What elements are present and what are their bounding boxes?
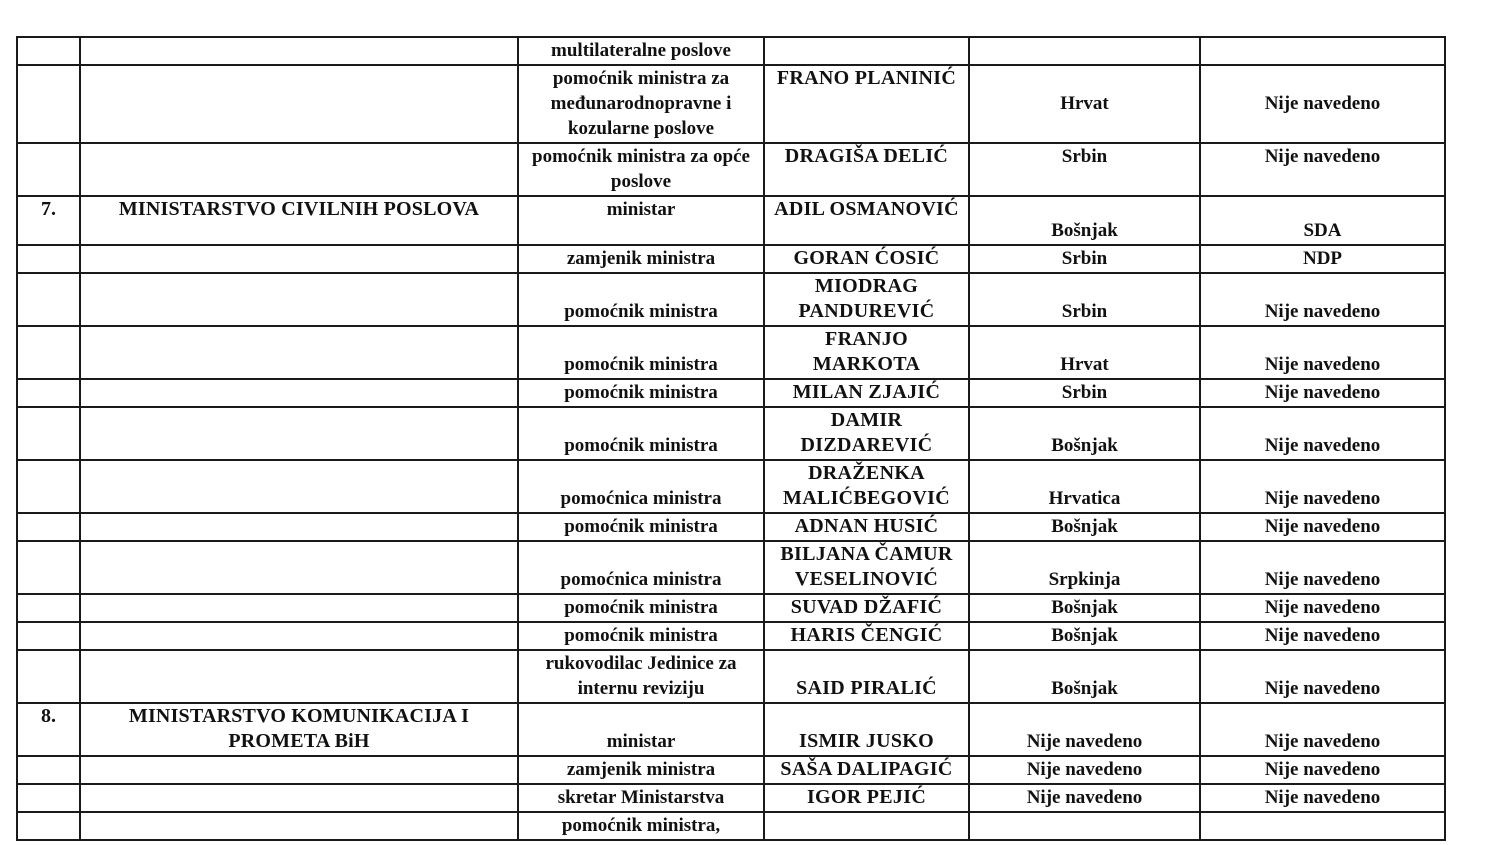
position-cell: pomoćnik ministra za opće poslove: [518, 143, 764, 196]
position-cell: rukovodilac Jedinice za internu reviziju: [518, 650, 764, 703]
nationality-cell: Nije navedeno: [969, 784, 1200, 812]
table-row: [17, 273, 1445, 326]
ministry-cell: [80, 594, 518, 622]
nationality-cell: Srbin: [969, 273, 1200, 326]
party-cell: [1200, 812, 1445, 840]
table-row: [17, 37, 1445, 65]
ministry-cell: [80, 326, 518, 379]
nationality-cell: Hrvatica: [969, 460, 1200, 513]
row-number-cell: [17, 326, 80, 379]
row-number-cell: [17, 541, 80, 594]
row-number-cell: [17, 407, 80, 460]
row-number-cell: 8.: [17, 703, 80, 756]
party-cell: Nije navedeno: [1200, 622, 1445, 650]
row-number-cell: [17, 37, 80, 65]
party-cell: Nije navedeno: [1200, 460, 1445, 513]
row-number-cell: [17, 812, 80, 840]
party-cell: Nije navedeno: [1200, 326, 1445, 379]
table-row: [17, 407, 1445, 460]
ministry-cell: [80, 541, 518, 594]
party-cell: Nije navedeno: [1200, 650, 1445, 703]
position-cell: multilateralne poslove: [518, 37, 764, 65]
table-row: [17, 594, 1445, 622]
position-cell: pomoćnik ministra za međunarodnopravne i kozularne poslove: [518, 65, 764, 143]
table-row: [17, 143, 1445, 196]
position-cell: pomoćnik ministra: [518, 379, 764, 407]
party-cell: [1200, 37, 1445, 65]
name-cell: GORAN ĆOSIĆ: [764, 245, 969, 273]
position-cell: pomoćnik ministra: [518, 273, 764, 326]
nationality-cell: Bošnjak: [969, 196, 1200, 245]
ministry-cell: [80, 37, 518, 65]
row-number-cell: [17, 460, 80, 513]
row-number-cell: [17, 622, 80, 650]
ministry-cell: [80, 460, 518, 513]
name-cell: [764, 37, 969, 65]
ministry-cell: MINISTARSTVO CIVILNIH POSLOVA: [80, 196, 518, 245]
party-cell: Nije navedeno: [1200, 143, 1445, 196]
party-cell: Nije navedeno: [1200, 65, 1445, 143]
party-cell: Nije navedeno: [1200, 703, 1445, 756]
nationality-cell: Srbin: [969, 143, 1200, 196]
position-cell: pomoćnica ministra: [518, 460, 764, 513]
nationality-cell: Srbin: [969, 245, 1200, 273]
name-cell: ISMIR JUSKO: [764, 703, 969, 756]
table-row: [17, 196, 1445, 245]
row-number-cell: [17, 594, 80, 622]
table-row: [17, 513, 1445, 541]
ministry-cell: [80, 407, 518, 460]
position-cell: zamjenik ministra: [518, 245, 764, 273]
party-cell: Nije navedeno: [1200, 756, 1445, 784]
nationality-cell: Bošnjak: [969, 407, 1200, 460]
name-cell: DAMIR DIZDAREVIĆ: [764, 407, 969, 460]
row-number-cell: 7.: [17, 196, 80, 245]
ministry-cell: MINISTARSTVO KOMUNIKACIJA I PROMETA BiH: [80, 703, 518, 756]
table-row: [17, 245, 1445, 273]
party-cell: Nije navedeno: [1200, 541, 1445, 594]
ministry-cell: [80, 756, 518, 784]
table-row: [17, 379, 1445, 407]
position-cell: skretar Ministarstva: [518, 784, 764, 812]
name-cell: ADNAN HUSIĆ: [764, 513, 969, 541]
name-cell: SAID PIRALIĆ: [764, 650, 969, 703]
nationality-cell: Srpkinja: [969, 541, 1200, 594]
table-row: [17, 622, 1445, 650]
ministry-cell: [80, 784, 518, 812]
name-cell: DRAŽENKA MALIĆBEGOVIĆ: [764, 460, 969, 513]
party-cell: Nije navedeno: [1200, 594, 1445, 622]
name-cell: HARIS ČENGIĆ: [764, 622, 969, 650]
ministry-cell: [80, 143, 518, 196]
row-number-cell: [17, 756, 80, 784]
ministry-cell: [80, 65, 518, 143]
name-cell: [764, 812, 969, 840]
party-cell: Nije navedeno: [1200, 407, 1445, 460]
ministry-cell: [80, 379, 518, 407]
ministry-cell: [80, 513, 518, 541]
position-cell: pomoćnik ministra: [518, 513, 764, 541]
name-cell: BILJANA ČAMUR VESELINOVIĆ: [764, 541, 969, 594]
ministry-cell: [80, 812, 518, 840]
name-cell: MILAN ZJAJIĆ: [764, 379, 969, 407]
name-cell: FRANO PLANINIĆ: [764, 65, 969, 143]
position-cell: pomoćnik ministra: [518, 407, 764, 460]
nationality-cell: Hrvat: [969, 326, 1200, 379]
nationality-cell: [969, 37, 1200, 65]
party-cell: SDA: [1200, 196, 1445, 245]
party-cell: Nije navedeno: [1200, 784, 1445, 812]
name-cell: SUVAD DŽAFIĆ: [764, 594, 969, 622]
position-cell: ministar: [518, 703, 764, 756]
position-cell: pomoćnik ministra: [518, 622, 764, 650]
table-body: [17, 37, 1445, 840]
row-number-cell: [17, 650, 80, 703]
table-row: [17, 541, 1445, 594]
name-cell: FRANJO MARKOTA: [764, 326, 969, 379]
table-row: [17, 812, 1445, 840]
nationality-cell: Bošnjak: [969, 594, 1200, 622]
name-cell: DRAGIŠA DELIĆ: [764, 143, 969, 196]
party-cell: Nije navedeno: [1200, 273, 1445, 326]
table-row: [17, 784, 1445, 812]
nationality-cell: Nije navedeno: [969, 703, 1200, 756]
nationality-cell: Hrvat: [969, 65, 1200, 143]
party-cell: NDP: [1200, 245, 1445, 273]
party-cell: Nije navedeno: [1200, 513, 1445, 541]
position-cell: ministar: [518, 196, 764, 245]
position-cell: pomoćnik ministra: [518, 594, 764, 622]
row-number-cell: [17, 273, 80, 326]
row-number-cell: [17, 65, 80, 143]
table-row: [17, 703, 1445, 756]
position-cell: pomoćnik ministra: [518, 326, 764, 379]
table-row: [17, 326, 1445, 379]
nationality-cell: Bošnjak: [969, 622, 1200, 650]
ministry-cell: [80, 622, 518, 650]
row-number-cell: [17, 379, 80, 407]
name-cell: IGOR PEJIĆ: [764, 784, 969, 812]
name-cell: MIODRAG PANDUREVIĆ: [764, 273, 969, 326]
ministry-officials-table: [16, 36, 1446, 841]
nationality-cell: Nije navedeno: [969, 756, 1200, 784]
nationality-cell: Bošnjak: [969, 513, 1200, 541]
row-number-cell: [17, 143, 80, 196]
ministry-cell: [80, 245, 518, 273]
row-number-cell: [17, 513, 80, 541]
table-row: [17, 650, 1445, 703]
position-cell: pomoćnica ministra: [518, 541, 764, 594]
name-cell: ADIL OSMANOVIĆ: [764, 196, 969, 245]
nationality-cell: Bošnjak: [969, 650, 1200, 703]
position-cell: pomoćnik ministra,: [518, 812, 764, 840]
table-row: [17, 65, 1445, 143]
row-number-cell: [17, 784, 80, 812]
name-cell: SAŠA DALIPAGIĆ: [764, 756, 969, 784]
ministry-cell: [80, 273, 518, 326]
nationality-cell: Srbin: [969, 379, 1200, 407]
party-cell: Nije navedeno: [1200, 379, 1445, 407]
table-row: [17, 460, 1445, 513]
table-row: [17, 756, 1445, 784]
row-number-cell: [17, 245, 80, 273]
nationality-cell: [969, 812, 1200, 840]
position-cell: zamjenik ministra: [518, 756, 764, 784]
ministry-cell: [80, 650, 518, 703]
